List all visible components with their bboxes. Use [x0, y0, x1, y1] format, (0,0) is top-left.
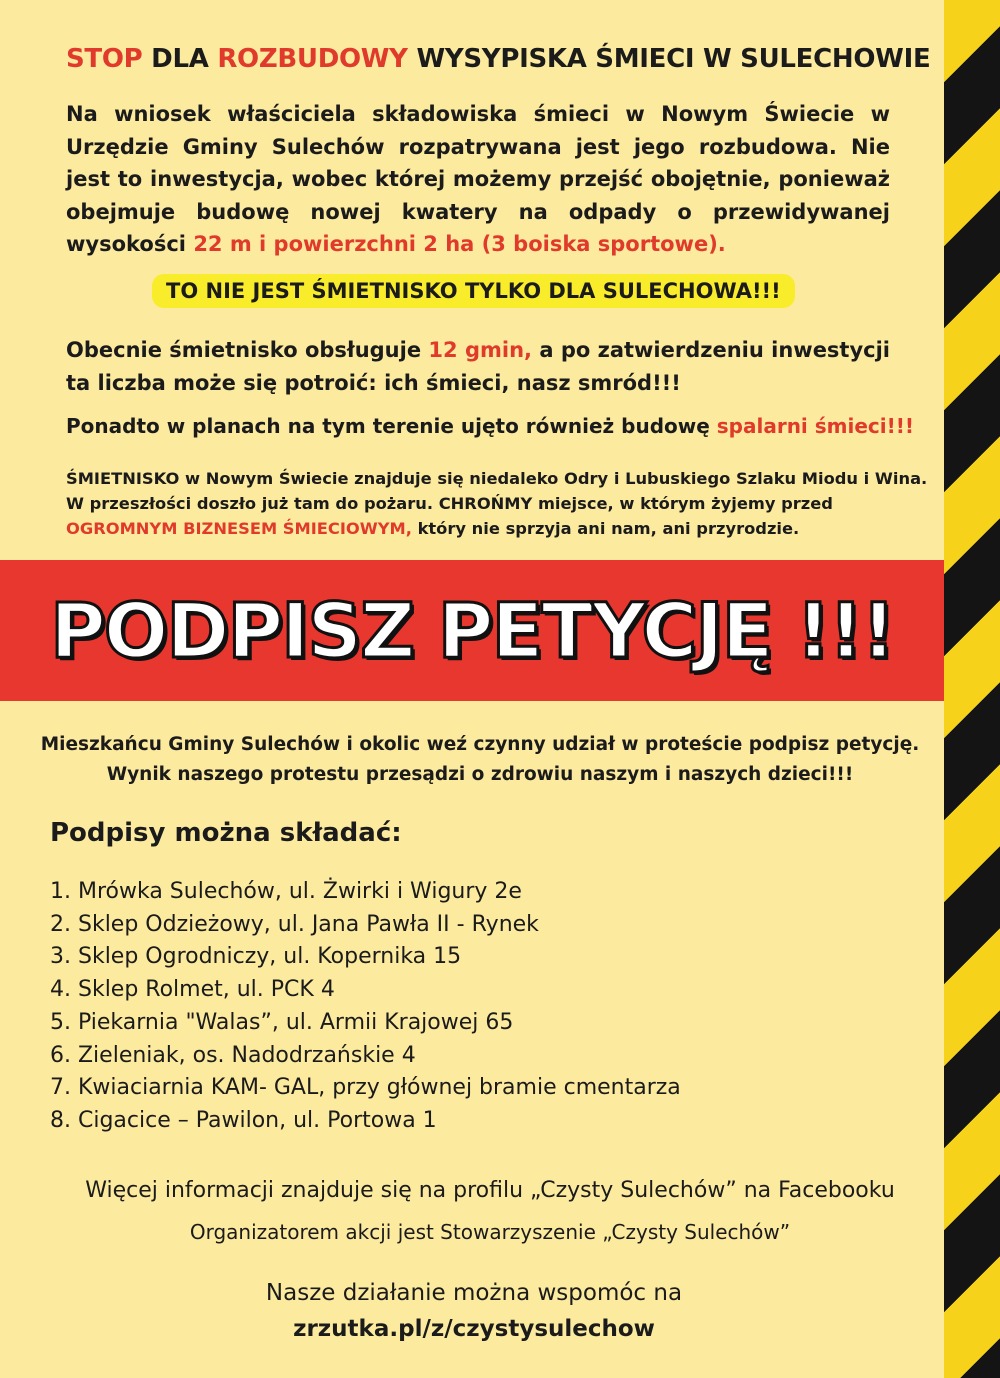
- gminy-paragraph: [66, 334, 890, 399]
- list-item: 7. Kwiaciarnia KAM- GAL, przy głównej bramie cmentarza: [50, 1075, 681, 1101]
- organizer-info: Organizatorem akcji jest Stowarzyszenie „Czysty Sulechów”: [189, 1220, 791, 1244]
- list-item: 6. Zieleniak, os. Nadodrzańskie 4: [50, 1042, 416, 1068]
- page-title: [66, 44, 931, 74]
- hazard-stripe-border: [944, 0, 1000, 1378]
- incinerator-emphasis: spalarni śmieci!!!: [716, 414, 914, 438]
- intro-emphasis: 22 m i powierzchni 2 ha (3 boiska sportowe).: [193, 232, 726, 256]
- highlight-box: [152, 274, 795, 308]
- list-item: 1. Mrówka Sulechów, ul. Żwirki i Wigury 2e: [50, 879, 522, 904]
- location-paragraph: [66, 466, 936, 541]
- title-rozbudowy: ROZBUDOWY: [217, 44, 408, 74]
- facebook-info: Więcej informacji znajduje się na profilu „Czysty Sulechów” na Facebooku: [85, 1178, 895, 1203]
- list-item: 8. Cigacice – Pawilon, ul. Portowa 1: [50, 1107, 437, 1133]
- list-item: 5. Piekarnia "Walas”, ul. Armii Krajowej 65: [50, 1009, 514, 1035]
- title-rest: WYSYPISKA ŚMIECI W SULECHOWIE: [407, 44, 931, 74]
- petition-banner: [0, 560, 944, 701]
- signature-locations-heading: Podpisy można składać:: [50, 818, 402, 848]
- intro-paragraph: [66, 98, 890, 261]
- title-stop: STOP: [66, 44, 143, 74]
- highlight-text: TO NIE JEST ŚMIETNISKO TYLKO DLA SULECHOWA!!!: [152, 274, 795, 308]
- title-part: DLA: [142, 44, 218, 74]
- list-item: 3. Sklep Ogrodniczy, ul. Kopernika 15: [50, 944, 462, 970]
- signature-locations-list: [50, 876, 681, 1138]
- support-text: Nasze działanie można wspomóc na: [265, 1280, 683, 1306]
- call-to-action-paragraph: Mieszkańcu Gminy Sulechów i okolic weź czynny udział w proteście podpisz petycję. Wynik naszego protestu przesądzi o zdrowiu naszym i naszych dzieci!!!: [40, 734, 920, 785]
- gminy-text-a: Obecnie śmietnisko obsługuje: [66, 338, 429, 362]
- intro-text: Na wniosek właściciela składowiska śmieci w Nowym Świecie w Urzędzie Gminy Sulechów rozpatrywana jest jego rozbudowa. Nie jest to inwestycja, wobec której możemy przejść obojętnie, ponieważ obejmuje budowę nowej kwatery na odpady o przewidywanej wysokości: [66, 102, 890, 256]
- gminy-emphasis: 12 gmin,: [428, 338, 532, 362]
- incinerator-paragraph: [66, 414, 926, 438]
- location-text-b: który nie sprzyja ani nam, ani przyrodzie.: [411, 519, 800, 538]
- incinerator-text: Ponadto w planach na tym terenie ujęto również budowę: [66, 414, 717, 438]
- location-text-a: ŚMIETNISKO w Nowym Świecie znajduje się niedaleko Odry i Lubuskiego Szlaku Miodu i Wina. W przeszłości doszło już tam do pożaru. CHROŃMY miejsce, w którym żyjemy przed: [66, 469, 928, 513]
- gminy-text-b: a po zatwierdzeniu inwestycji ta liczba może się potroić: ich śmieci, nasz smród!!!: [66, 338, 891, 395]
- list-item: 4. Sklep Rolmet, ul. PCK 4: [50, 977, 335, 1003]
- list-item: 2. Sklep Odzieżowy, ul. Jana Pawła II - Rynek: [50, 911, 539, 937]
- petition-banner-text: PODPISZ PETYCJĘ !!!: [50, 586, 894, 675]
- location-emphasis: OGROMNYM BIZNESEM ŚMIECIOWYM,: [66, 519, 412, 538]
- fundraiser-link[interactable]: zrzutka.pl/z/czystysulechow: [293, 1316, 655, 1342]
